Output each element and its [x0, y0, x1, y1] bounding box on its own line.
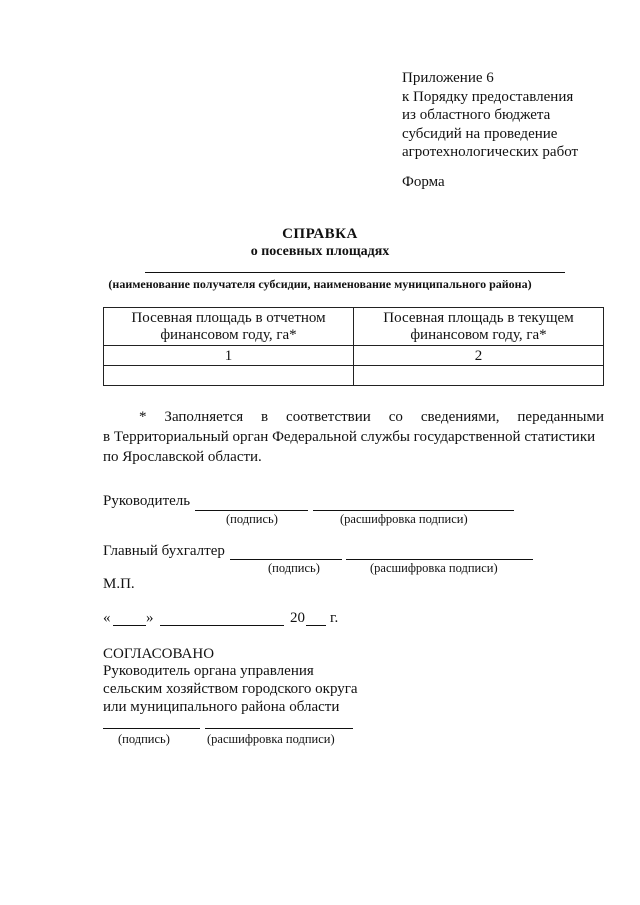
- approval-heading: СОГЛАСОВАНО: [103, 646, 215, 662]
- accountant-signature-line[interactable]: [230, 559, 342, 560]
- table-header-row: [104, 308, 604, 346]
- approval-decoding-line[interactable]: [205, 728, 353, 729]
- approval-line: сельским хозяйством городского округа: [103, 681, 358, 697]
- footnote: [103, 407, 604, 467]
- appendix-line: субсидий на проведение: [402, 125, 558, 142]
- date-year-line[interactable]: [306, 625, 326, 626]
- date-day-line[interactable]: [113, 625, 146, 626]
- signature-caption: (подпись): [226, 512, 278, 526]
- appendix-line: агротехнологических работ: [402, 144, 579, 160]
- document-subtitle: о посевных площадях: [250, 244, 390, 259]
- header-current-year: Посевная площадь в текущем финансовом году, га*: [354, 308, 604, 346]
- appendix-line: к Порядку предоставления: [402, 88, 574, 105]
- form-label: Форма: [402, 174, 445, 190]
- recipient-caption: (наименование получателя субсидии, наименование муниципального района): [108, 277, 532, 291]
- document-title: СПРАВКА: [282, 226, 358, 242]
- date-year-prefix: 20: [290, 610, 305, 626]
- appendix-line: Приложение 6: [402, 70, 494, 86]
- accountant-label: Главный бухгалтер: [103, 543, 225, 559]
- approval-line: Руководитель органа управления: [103, 663, 314, 679]
- footnote-line: * Заполняется в соответствии со сведениями, переданными: [139, 409, 604, 425]
- head-label: Руководитель: [103, 493, 191, 509]
- recipient-name-line[interactable]: [145, 272, 565, 273]
- signature-caption: (подпись): [118, 732, 170, 746]
- table-cell-current-value[interactable]: [354, 366, 604, 386]
- footnote-line: по Ярославской области.: [103, 449, 262, 465]
- table-number-row: [104, 346, 604, 366]
- appendix-line: из областного бюджета: [402, 107, 551, 123]
- appendix-block: [402, 69, 578, 162]
- stamp-label: М.П.: [103, 576, 135, 592]
- date-month-line[interactable]: [160, 625, 284, 626]
- column-number: 1: [104, 346, 354, 366]
- head-decoding-line[interactable]: [313, 510, 514, 511]
- date-quote-close: »: [146, 610, 154, 626]
- header-reporting-year: Посевная площадь в отчетном финансовом году, га*: [104, 308, 354, 346]
- footnote-line: в Территориальный орган Федеральной службы государственной статистики: [103, 429, 596, 445]
- accountant-decoding-line[interactable]: [346, 559, 533, 560]
- head-signature-line[interactable]: [195, 510, 308, 511]
- column-number: 2: [354, 346, 604, 366]
- approval-line: или муниципального района области: [103, 699, 340, 715]
- sown-area-table: [103, 307, 604, 386]
- date-year-suffix: г.: [330, 610, 339, 626]
- table-cell-reporting-value[interactable]: [104, 366, 354, 386]
- signature-caption: (подпись): [268, 561, 320, 575]
- approval-signature-line[interactable]: [103, 728, 200, 729]
- decoding-caption: (расшифровка подписи): [370, 561, 498, 575]
- decoding-caption: (расшифровка подписи): [207, 732, 335, 746]
- date-quote-open: «: [103, 610, 111, 626]
- table-row: [104, 366, 604, 386]
- decoding-caption: (расшифровка подписи): [340, 512, 468, 526]
